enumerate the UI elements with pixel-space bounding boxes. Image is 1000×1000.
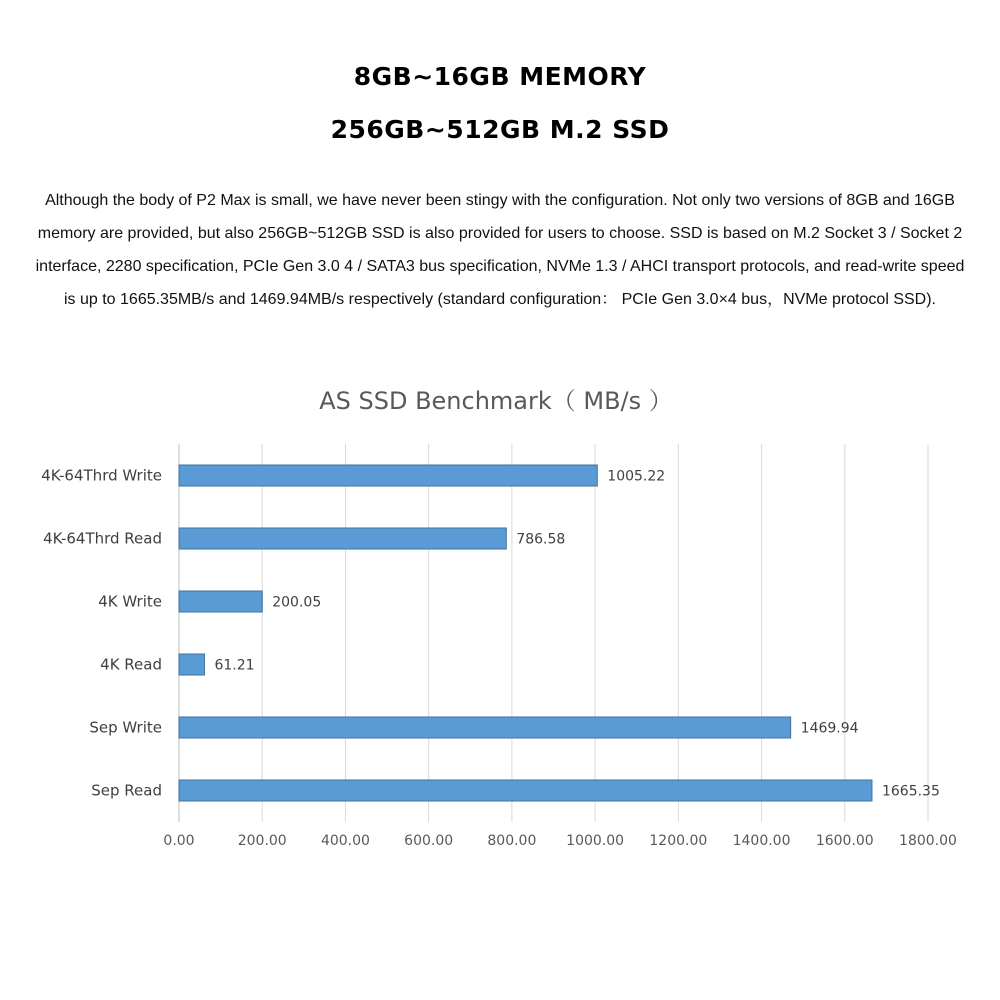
chart-title: AS SSD Benchmark（ MB/s ） (319, 387, 673, 415)
x-tick-label: 0.00 (163, 833, 195, 849)
gridlines (179, 444, 928, 822)
data-label: 786.58 (516, 531, 566, 548)
x-tick-label: 200.00 (237, 833, 287, 849)
category-label: 4K Read (100, 655, 162, 674)
memory-headline: 8GB~16GB MEMORY (353, 62, 647, 91)
x-tick-label: 1600.00 (815, 833, 874, 849)
x-tick-label: 400.00 (320, 833, 370, 849)
bar (179, 465, 597, 486)
data-label: 1665.35 (881, 783, 940, 800)
bar (179, 717, 791, 738)
bar (179, 654, 204, 675)
data-label: 1469.94 (800, 720, 859, 737)
x-tick-label: 1800.00 (899, 833, 957, 849)
data-label: 1005.22 (607, 468, 666, 485)
ssd-headline: 256GB~512GB M.2 SSD (330, 115, 670, 144)
description-paragraph: Although the body of P2 Max is small, we have never been stingy with the configuration. Not only two versions of 8GB and 16GB memory are provided, but also 256GB~512GB SSD is also provided for users to choose. SSD is based on M.2 Socket 3 / Socket 2 interface, 2280 specification, PCIe Gen 3.0 4 / SATA3 bus specification, NVMe 1.3 / AHCI transport protocols, and read-write speed is up to 1665.35MB/s and 1469.94MB/s respectively (standard configuration： PCIe Gen 3.0×4 bus，NVMe protocol SSD). (35, 192, 965, 308)
category-label: 4K-64Thrd Read (43, 529, 162, 548)
category-label: 4K Write (98, 592, 162, 611)
data-label: 200.05 (272, 594, 322, 611)
x-tick-label: 800.00 (487, 833, 537, 849)
category-label: 4K-64Thrd Write (41, 466, 162, 485)
bar (179, 591, 262, 612)
x-tick-label: 1200.00 (649, 833, 708, 849)
benchmark-chart (0, 370, 1000, 870)
bar (179, 780, 872, 801)
x-tick-label: 600.00 (404, 833, 454, 849)
category-labels (41, 467, 162, 800)
x-axis-ticks (163, 833, 957, 849)
x-tick-label: 1000.00 (566, 833, 625, 849)
x-tick-label: 1400.00 (732, 833, 791, 849)
bar (179, 528, 506, 549)
category-label: Sep Write (89, 718, 162, 737)
category-label: Sep Read (91, 781, 162, 800)
bars (179, 465, 940, 801)
data-label: 61.21 (214, 657, 255, 674)
